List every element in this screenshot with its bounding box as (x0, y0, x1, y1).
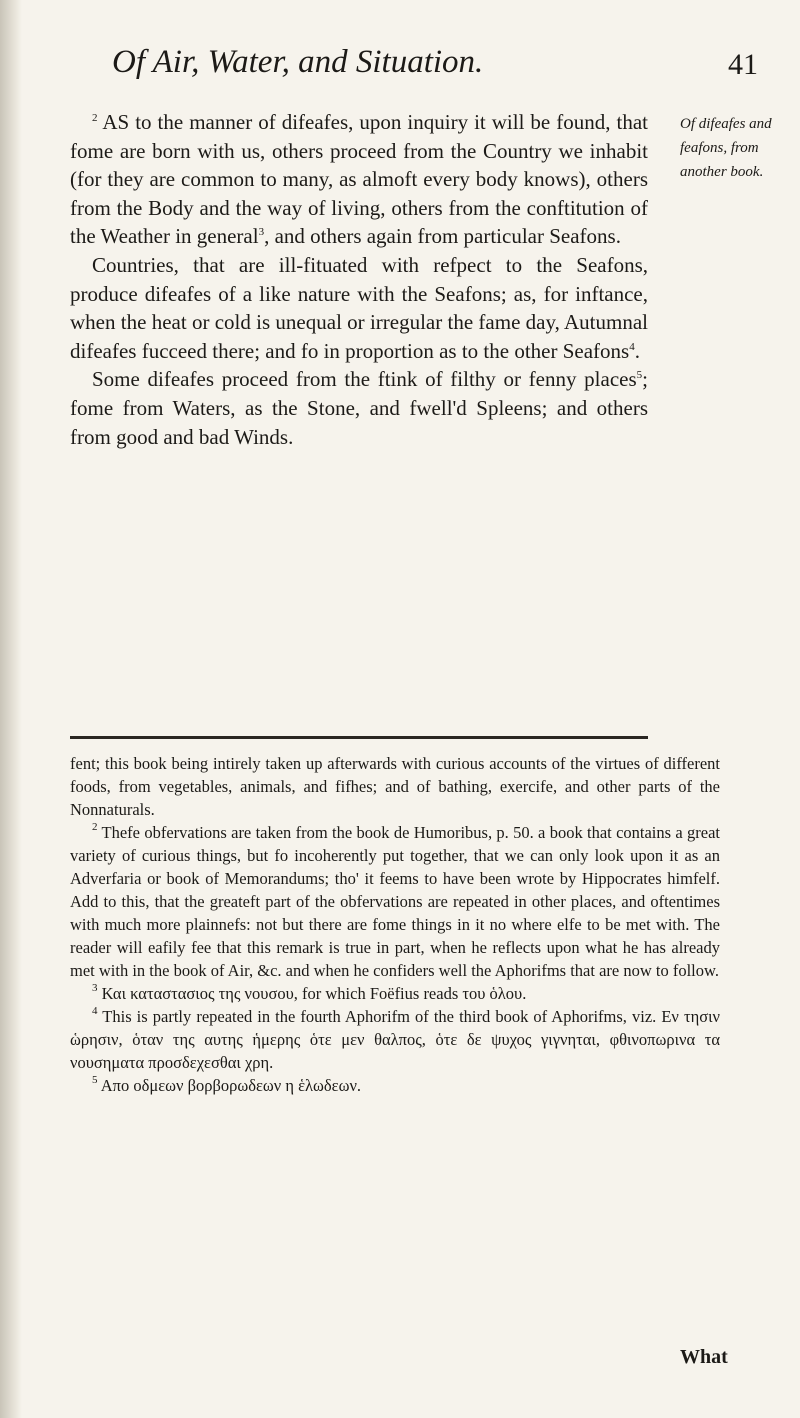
footnote-4-text: This is partly repeated in the fourth Aphorifm of the third book of Aphorifms, viz. Εν τησιν ὡρησιν, ὁταν της αυτης ἡμερης ὁτε μεν θαλπος, ὁτε δε ψυχος γιγνηται, φθινοπωρινα τα νουσηματα προσδεχεσθαι χρη. (70, 1007, 721, 1072)
footnote-3-text: Και καταστασιος της νουσου, for which Foëfius reads του ὁλου. (101, 984, 527, 1003)
footnote-2-mark: 2 (92, 821, 98, 833)
footnote-5 (70, 1074, 720, 1097)
footnote-5-mark: 5 (92, 1074, 98, 1086)
paragraph-2-text-b: . (634, 338, 640, 363)
paragraph-2 (70, 251, 648, 365)
running-head: Of Air, Water, and Situation. (112, 44, 484, 80)
note-ref-2: 2 (92, 112, 98, 124)
footnotes (70, 752, 720, 1097)
paragraph-1-text-a: AS to the manner of difeafes, upon inquiry it will be found, that fome are born with us, others proceed from the Country we inhabit (for they are common to many, as almoft every body knows), others from the Body and the way of living, others from the conftitution of the Weather in general (70, 110, 649, 249)
paragraph-3-text-a: Some difeafes proceed from the ftink of filthy or fenny places (92, 367, 637, 392)
margin-note: Of difeafes and feafons, from another book. (680, 116, 772, 180)
footnote-continued: fent; this book being intirely taken up afterwards with curious accounts of the virtues of different foods, from vegetables, animals, and fifhes; and of bathing, exercife, and other parts of the Nonnaturals. (70, 754, 720, 819)
paragraph-3 (70, 365, 648, 451)
catchword: What (680, 1346, 728, 1368)
footnote-4 (70, 1005, 720, 1074)
paragraph-3-text-b: ; fome from Waters, as the Stone, and fwell'd Spleens; and others from good and bad Winds. (70, 367, 648, 449)
footnote-5-text: Απο οδμεων βορβορωδεων η ἑλωδεων. (100, 1076, 362, 1095)
page-number: 41 (728, 48, 758, 81)
book-binding-edge (0, 0, 22, 1418)
paragraph-2-text-a: Countries, that are ill-fituated with refpect to the Seafons, produce difeafes of a like nature with the Seafons; as, for inftance, when the heat or cold is unequal or irregular the fame day, Autumnal difeafes fucceed there; and fo in proportion as to the other Seafons (70, 252, 648, 363)
footnote-2 (70, 821, 720, 982)
paragraph-1 (70, 108, 648, 251)
footnote-rule (70, 736, 648, 739)
main-text (70, 108, 648, 451)
note-ref-3: 3 (258, 226, 265, 239)
paragraph-1-text-b: , and others again from particular Seafons. (264, 224, 621, 249)
note-ref-4: 4 (629, 340, 635, 353)
footnote-4-mark: 4 (92, 1005, 98, 1017)
footnote-2-text: Thefe obfervations are taken from the book de Humoribus, p. 50. a book that contains a great variety of curious things, but fo incoherently put together, that we can only look upon it as an Adverfaria or book of Memorandums; tho' it feems to have been wrote by Hippocrates himfelf. Add to this, that the greateft part of the obfervations are repeated in other places, and oftentimes with much more plainnefs: not but there are fome things in it no where elfe to be met with. The reader will eafily fee that this remark is true in part, when he reflects upon what he has already met with in the book of Air, &c. and when he confiders well the Aphorifms that are now to follow. (70, 823, 720, 980)
footnote-3-mark: 3 (92, 982, 98, 994)
footnote-3 (70, 982, 720, 1005)
note-ref-5: 5 (636, 369, 643, 382)
